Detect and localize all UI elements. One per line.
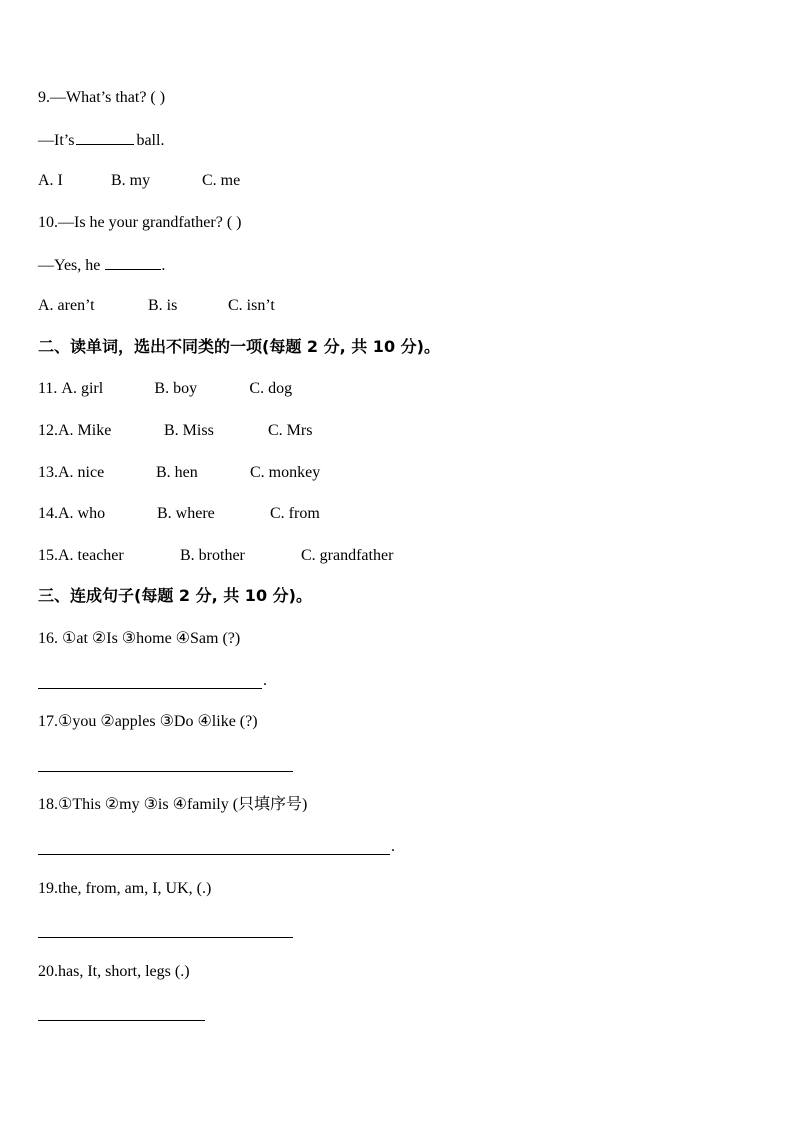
q10-option-b[interactable]: B. is bbox=[148, 297, 178, 314]
q14-option-a[interactable]: A. who bbox=[58, 505, 106, 522]
q10-question: 10.—Is he your grandfather? ( ) bbox=[38, 214, 242, 231]
q15-option-a[interactable]: A. teacher bbox=[58, 547, 124, 564]
q15-option-c[interactable]: C. grandfather bbox=[301, 547, 394, 564]
q12-row bbox=[38, 421, 312, 441]
q16-prompt: 16. ①at ②Is ③home ④Sam (?) bbox=[38, 630, 241, 647]
q18-prompt: 18.①This ②my ③is ④family (只填序号) bbox=[38, 796, 308, 813]
q9-question: 9.—What’s that? ( ) bbox=[38, 89, 166, 106]
q9-fill-blank[interactable] bbox=[76, 130, 134, 145]
q13-row bbox=[38, 463, 320, 483]
q10-fill-blank[interactable] bbox=[105, 255, 161, 270]
q10-answer-line bbox=[38, 255, 165, 276]
q14-option-b[interactable]: B. where bbox=[157, 505, 215, 522]
q13-option-b[interactable]: B. hen bbox=[156, 464, 198, 481]
q11-option-c[interactable]: C. dog bbox=[249, 380, 293, 397]
q15-number: 15. bbox=[38, 547, 58, 564]
q13-option-c[interactable]: C. monkey bbox=[250, 464, 321, 481]
q9-options bbox=[38, 171, 240, 191]
q14-option-c[interactable]: C. from bbox=[270, 505, 320, 522]
q16-answer-line[interactable] bbox=[38, 688, 262, 689]
q18-answer-line[interactable] bbox=[38, 854, 390, 855]
section3-heading: 三、连成句子(每题 2 分, 共 10 分)。 bbox=[38, 586, 312, 605]
q13-number: 13. bbox=[38, 464, 58, 481]
q9-answer-post: ball. bbox=[136, 132, 165, 149]
q10-answer-post: . bbox=[161, 257, 166, 274]
q10-answer-pre: —Yes, he bbox=[38, 257, 101, 274]
q17-prompt: 17.①you ②apples ③Do ④like (?) bbox=[38, 713, 258, 730]
q12-option-a[interactable]: A. Mike bbox=[58, 422, 112, 439]
section2-heading: 二、读单词，选出不同类的一项(每题 2 分, 共 10 分)。 bbox=[38, 337, 440, 356]
q11-row bbox=[38, 379, 292, 399]
q15-row bbox=[38, 546, 393, 566]
q9-answer-line bbox=[38, 130, 164, 151]
q14-number: 14. bbox=[38, 505, 58, 522]
q9-option-c[interactable]: C. me bbox=[202, 172, 241, 189]
q9-answer-pre: —It’s bbox=[38, 132, 75, 149]
q9-option-a[interactable]: A. I bbox=[38, 172, 63, 189]
q16-end-mark: . bbox=[263, 672, 267, 689]
q17-answer-line[interactable] bbox=[38, 771, 293, 772]
q14-row bbox=[38, 504, 320, 524]
q20-prompt: 20.has, It, short, legs (.) bbox=[38, 963, 190, 980]
q15-option-b[interactable]: B. brother bbox=[180, 547, 245, 564]
q10-option-c[interactable]: C. isn’t bbox=[228, 297, 275, 314]
q19-prompt: 19.the, from, am, I, UK, (.) bbox=[38, 880, 212, 897]
q11-option-a[interactable]: A. girl bbox=[61, 380, 104, 397]
q11-option-b[interactable]: B. boy bbox=[154, 380, 198, 397]
q18-end-mark: . bbox=[391, 838, 395, 855]
q11-number: 11. bbox=[38, 380, 58, 397]
q20-answer-line[interactable] bbox=[38, 1020, 205, 1021]
q10-option-a[interactable]: A. aren’t bbox=[38, 297, 95, 314]
q9-option-b[interactable]: B. my bbox=[111, 172, 151, 189]
q12-option-c[interactable]: C. Mrs bbox=[268, 422, 313, 439]
q10-options bbox=[38, 296, 275, 316]
q12-number: 12. bbox=[38, 422, 58, 439]
q13-option-a[interactable]: A. nice bbox=[58, 464, 105, 481]
q19-answer-line[interactable] bbox=[38, 937, 293, 938]
q12-option-b[interactable]: B. Miss bbox=[164, 422, 214, 439]
